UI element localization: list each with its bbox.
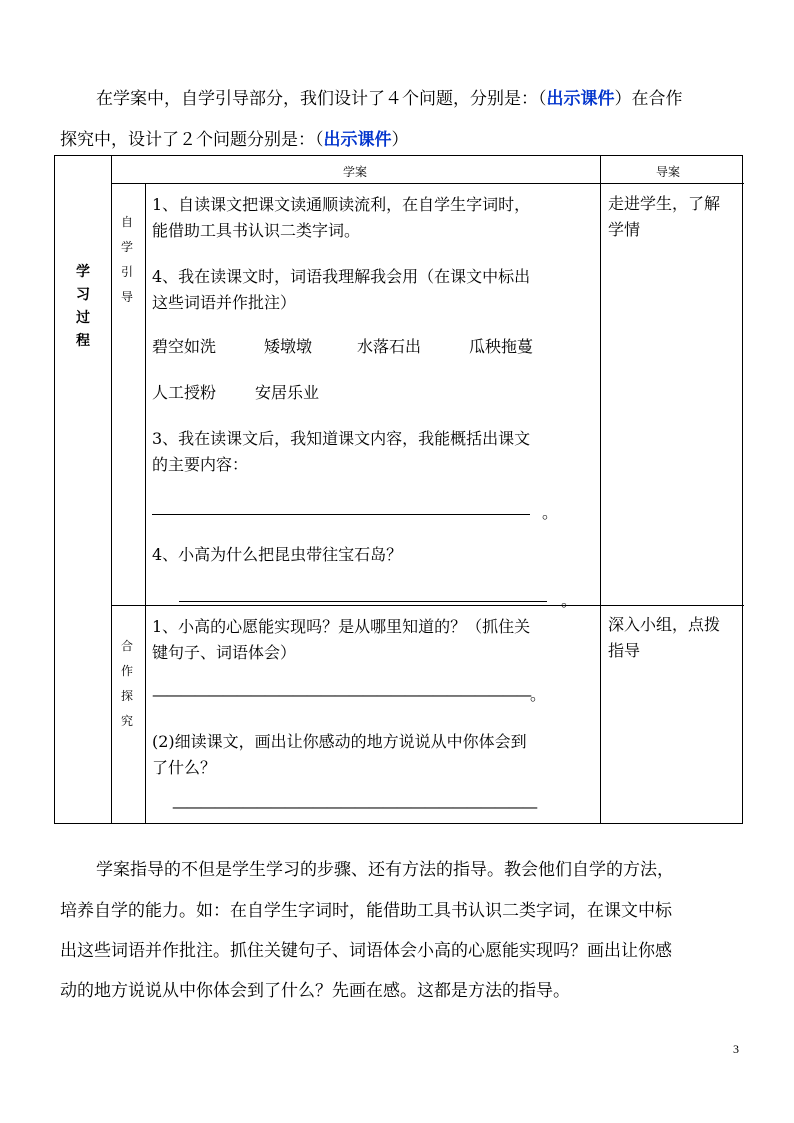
intro-line-2	[60, 125, 409, 150]
s1-guide-line-2: 学情	[608, 220, 641, 239]
section-divider	[111, 605, 744, 606]
vocab-word: 水落石出	[357, 337, 422, 356]
answer-line-insects[interactable]	[179, 601, 547, 602]
s2-q2-line-2: 了什么？	[152, 758, 217, 777]
s1-q4-line-2: 这些词语并作批注）	[152, 293, 297, 312]
col-divider-1	[111, 156, 112, 823]
header-guide-plan: 导案	[656, 165, 681, 179]
intro-line-1-suffix: ）在合作	[614, 89, 683, 109]
answer-line-summary[interactable]	[152, 514, 530, 515]
vocab-word: 人工授粉	[152, 383, 217, 402]
header-divider	[111, 183, 744, 184]
s1-q1-line-2: 能借助工具书认识二类字词。	[152, 221, 361, 240]
intro-line-2-suffix: ）	[391, 130, 409, 150]
lesson-table	[54, 155, 743, 824]
vocab-word: 瓜秧拖蔓	[469, 337, 534, 356]
page-number: 3	[733, 1042, 739, 1056]
s2-q1-line-2: 键句子、词语体会）	[152, 643, 297, 662]
outro-line-1: 学案指导的不但是学生学习的步骤、还有方法的指导。教会他们自学的方法，	[96, 860, 674, 880]
vocab-word: 安居乐业	[255, 383, 320, 402]
intro-line-1	[96, 84, 683, 109]
col-divider-3	[600, 156, 601, 823]
show-slides-link-1[interactable]: 出示课件	[546, 89, 615, 109]
s1-q1-line-1: 1、自读课文把课文读通顺读流利，在自学生字词时，	[152, 195, 531, 214]
col-divider-2	[145, 183, 146, 823]
intro-line-1-text: 在学案中，自学引导部分，我们设计了４个问题，分别是：（	[96, 89, 547, 109]
s1-q4b-line: 4、小高为什么把昆虫带往宝石岛？	[152, 545, 403, 564]
header-study-plan: 学案	[343, 165, 368, 179]
answer-dashes-moving[interactable]: ——————————————————————————	[172, 797, 536, 816]
intro-line-2-text: 探究中，设计了２个问题分别是：（	[60, 130, 324, 150]
s1-guide-line-1: 走进学生，了解	[608, 194, 721, 213]
outro-line-4: 动的地方说说从中你体会到了什么？先画在感。这都是方法的指导。	[60, 981, 570, 1001]
vocab-word: 矮墩墩	[264, 337, 313, 356]
cooperative-inquiry-label: 合 作 探 究	[120, 639, 133, 728]
s2-q2-line-1: (2)细读课文，画出让你感动的地方说说从中你体会到	[152, 732, 527, 751]
s2-guide-line-2: 指导	[608, 641, 641, 660]
answer-dashes-wish[interactable]: ———————————————————————————。	[152, 685, 545, 704]
s1-q3-line-2: 的主要内容：	[152, 455, 249, 474]
s1-q3-line-1: 3、我在读课文后，我知道课文内容，我能概括出课文	[152, 429, 531, 448]
learning-process-label: 学 习 过 程	[76, 264, 90, 349]
outro-line-3: 出这些词语并作批注。抓住关键句子、词语体会小高的心愿能实现吗？画出让你感	[60, 941, 672, 961]
s2-q1-line-1: 1、小高的心愿能实现吗？是从哪里知道的？（抓住关	[152, 617, 531, 636]
show-slides-link-2[interactable]: 出示课件	[323, 130, 392, 150]
self-study-label: 自 学 引 导	[120, 215, 133, 304]
answer-line-summary-end: 。	[542, 503, 559, 522]
s2-guide-line-1: 深入小组，点拨	[608, 615, 721, 634]
outro-line-2: 培养自学的能力。如：在自学生字词时，能借助工具书认识二类字词，在课文中标	[60, 901, 672, 921]
s1-q4-line-1: 4、我在读课文时，词语我理解我会用（在课文中标出	[152, 267, 531, 286]
vocab-word: 碧空如洗	[152, 337, 217, 356]
answer-line-insects-end: 。	[561, 591, 578, 610]
